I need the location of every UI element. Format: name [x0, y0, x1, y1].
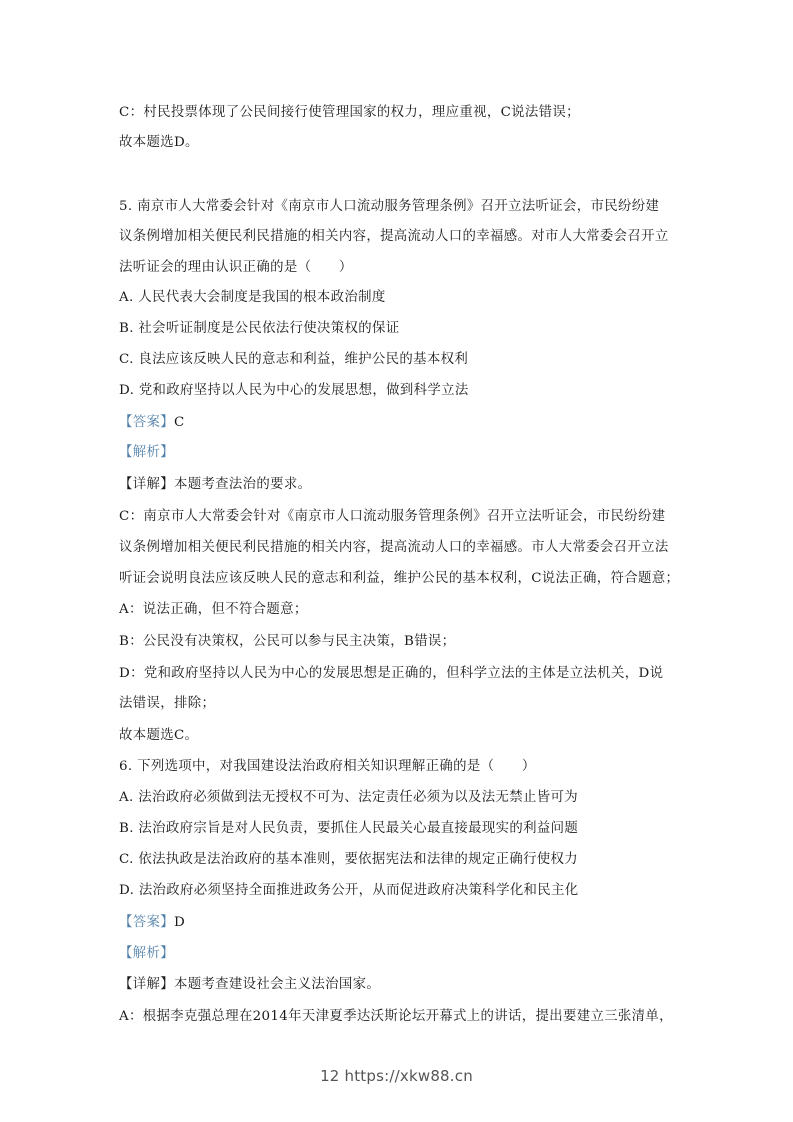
q5-explanation-line-7: 法错误，排除； [119, 696, 216, 711]
q5-option-a: A. 人民代表大会制度是我国的根本政治制度 [119, 290, 386, 305]
q6-option-c: C. 依法执政是法治政府的基本准则，要依据宪法和法律的规定正确行使权力 [119, 852, 579, 867]
q5-explanation-line-4: A：说法正确，但不符合题意； [119, 602, 308, 617]
q5-conclusion: 故本题选C。 [119, 728, 199, 743]
answer-label: 【答案】 [119, 415, 174, 430]
q5-option-b: B. 社会听证制度是公民依法行使决策权的保证 [119, 321, 400, 336]
q5-explanation-line-5: B：公民没有决策权，公民可以参与民主决策，B错误； [119, 634, 456, 649]
q6-answer [119, 914, 679, 932]
analysis-label: 【解析】 [119, 445, 174, 460]
analysis-label: 【解析】 [119, 946, 174, 961]
q6-option-a: A. 法治政府必须做到法无授权不可为、法定责任必须为以及法无禁止皆可为 [119, 790, 578, 805]
page-footer: 12 https://xkw88.cn [320, 1067, 473, 1085]
q5-option-d: D. 党和政府坚持以人民为中心的发展思想，做到科学立法 [119, 383, 469, 398]
q5-explanation-line-1: C：南京市人大常委会针对《南京市人口流动服务管理条例》召开立法听证会，市民纷纷建 [119, 509, 666, 524]
q5-analysis [119, 444, 679, 462]
answer-value: D [173, 915, 186, 930]
q5-explanation-line-2: 议条例增加相关便民利民措施的相关内容，提高流动人口的幸福感。市人大常委会召开立法 [119, 540, 669, 555]
q6-detail: 【详解】本题考查建设社会主义法治国家。 [119, 977, 381, 992]
q5-explanation-line-6: D：党和政府坚持以人民为中心的发展思想是正确的，但科学立法的主体是立法机关，D说 [119, 666, 664, 681]
q5-answer [119, 414, 679, 432]
q6-analysis [119, 945, 679, 963]
answer-value: C [173, 415, 185, 430]
q6-explanation-line-1: A：根据李克强总理在2014年天津夏季达沃斯论坛开幕式上的讲话，提出要建立三张清单， [119, 1009, 673, 1024]
q5-explanation-line-3: 听证会说明良法应该反映人民的意志和利益，维护公民的基本权利，C说法正确，符合题意； [119, 571, 680, 586]
answer-label: 【答案】 [119, 915, 174, 930]
q5-stem-line-3: 法听证会的理由认识正确的是（ ） [119, 260, 353, 275]
q6-option-d: D. 法治政府必须坚持全面推进政务公开，从而促进政府决策科学化和民主化 [119, 883, 579, 898]
q6-option-b: B. 法治政府宗旨是对人民负责，要抓住人民最关心最直接最现实的利益问题 [119, 821, 579, 836]
prev-conclusion: 故本题选D。 [119, 135, 199, 150]
q5-stem-line-2: 议条例增加相关便民利民措施的相关内容，提高流动人口的幸福感。对市人大常委会召开立 [119, 229, 669, 244]
prev-analysis-c: C：村民投票体现了公民间接行使管理国家的权力，理应重视，C说法错误； [119, 105, 580, 120]
q5-stem-line-1: 5. 南京市人大常委会针对《南京市人口流动服务管理条例》召开立法听证会，市民纷纷建 [119, 199, 660, 214]
q5-detail: 【详解】本题考查法治的要求。 [119, 477, 312, 492]
q5-option-c: C. 良法应该反映人民的意志和利益，维护公民的基本权利 [119, 352, 469, 367]
q6-stem: 6. 下列选项中，对我国建设法治政府相关知识理解正确的是（ ） [119, 759, 536, 774]
